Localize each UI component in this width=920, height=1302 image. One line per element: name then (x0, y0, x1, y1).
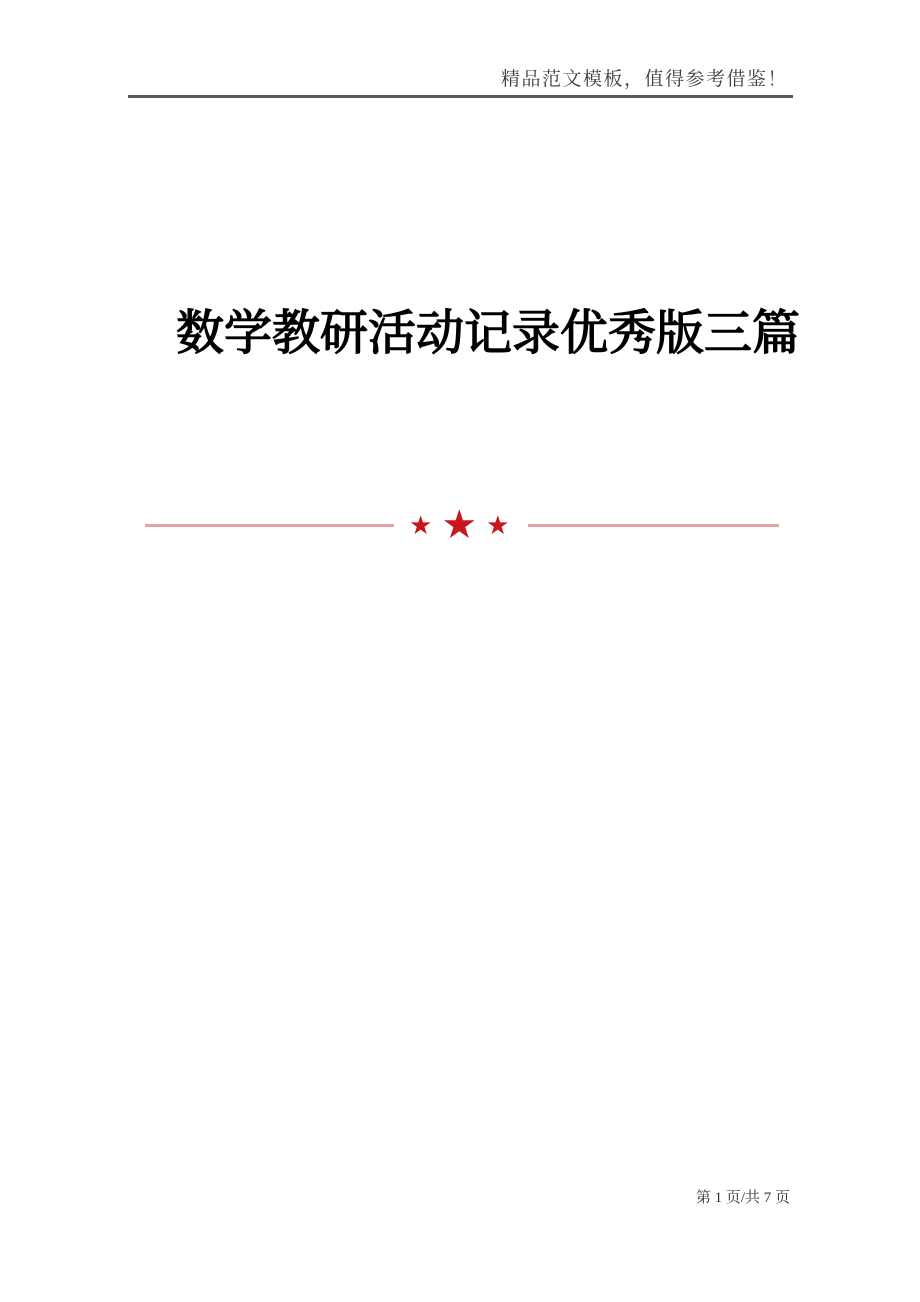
divider-line-right (528, 524, 779, 527)
star-icon: ★ (441, 503, 478, 547)
star-icon: ★ (409, 510, 433, 540)
divider-line-left (145, 524, 394, 527)
star-icon: ★ (486, 510, 510, 540)
header-slogan: 精品范文模板，值得参考借鉴！ (500, 69, 788, 90)
header-rule (128, 95, 793, 98)
page-footer (0, 1186, 790, 1207)
document-title: 数学教研活动记录优秀版三篇 (176, 307, 801, 360)
stars-group (409, 505, 509, 545)
star-divider (145, 505, 804, 545)
page-number: 第 1 页/共 7 页 (695, 1190, 790, 1206)
